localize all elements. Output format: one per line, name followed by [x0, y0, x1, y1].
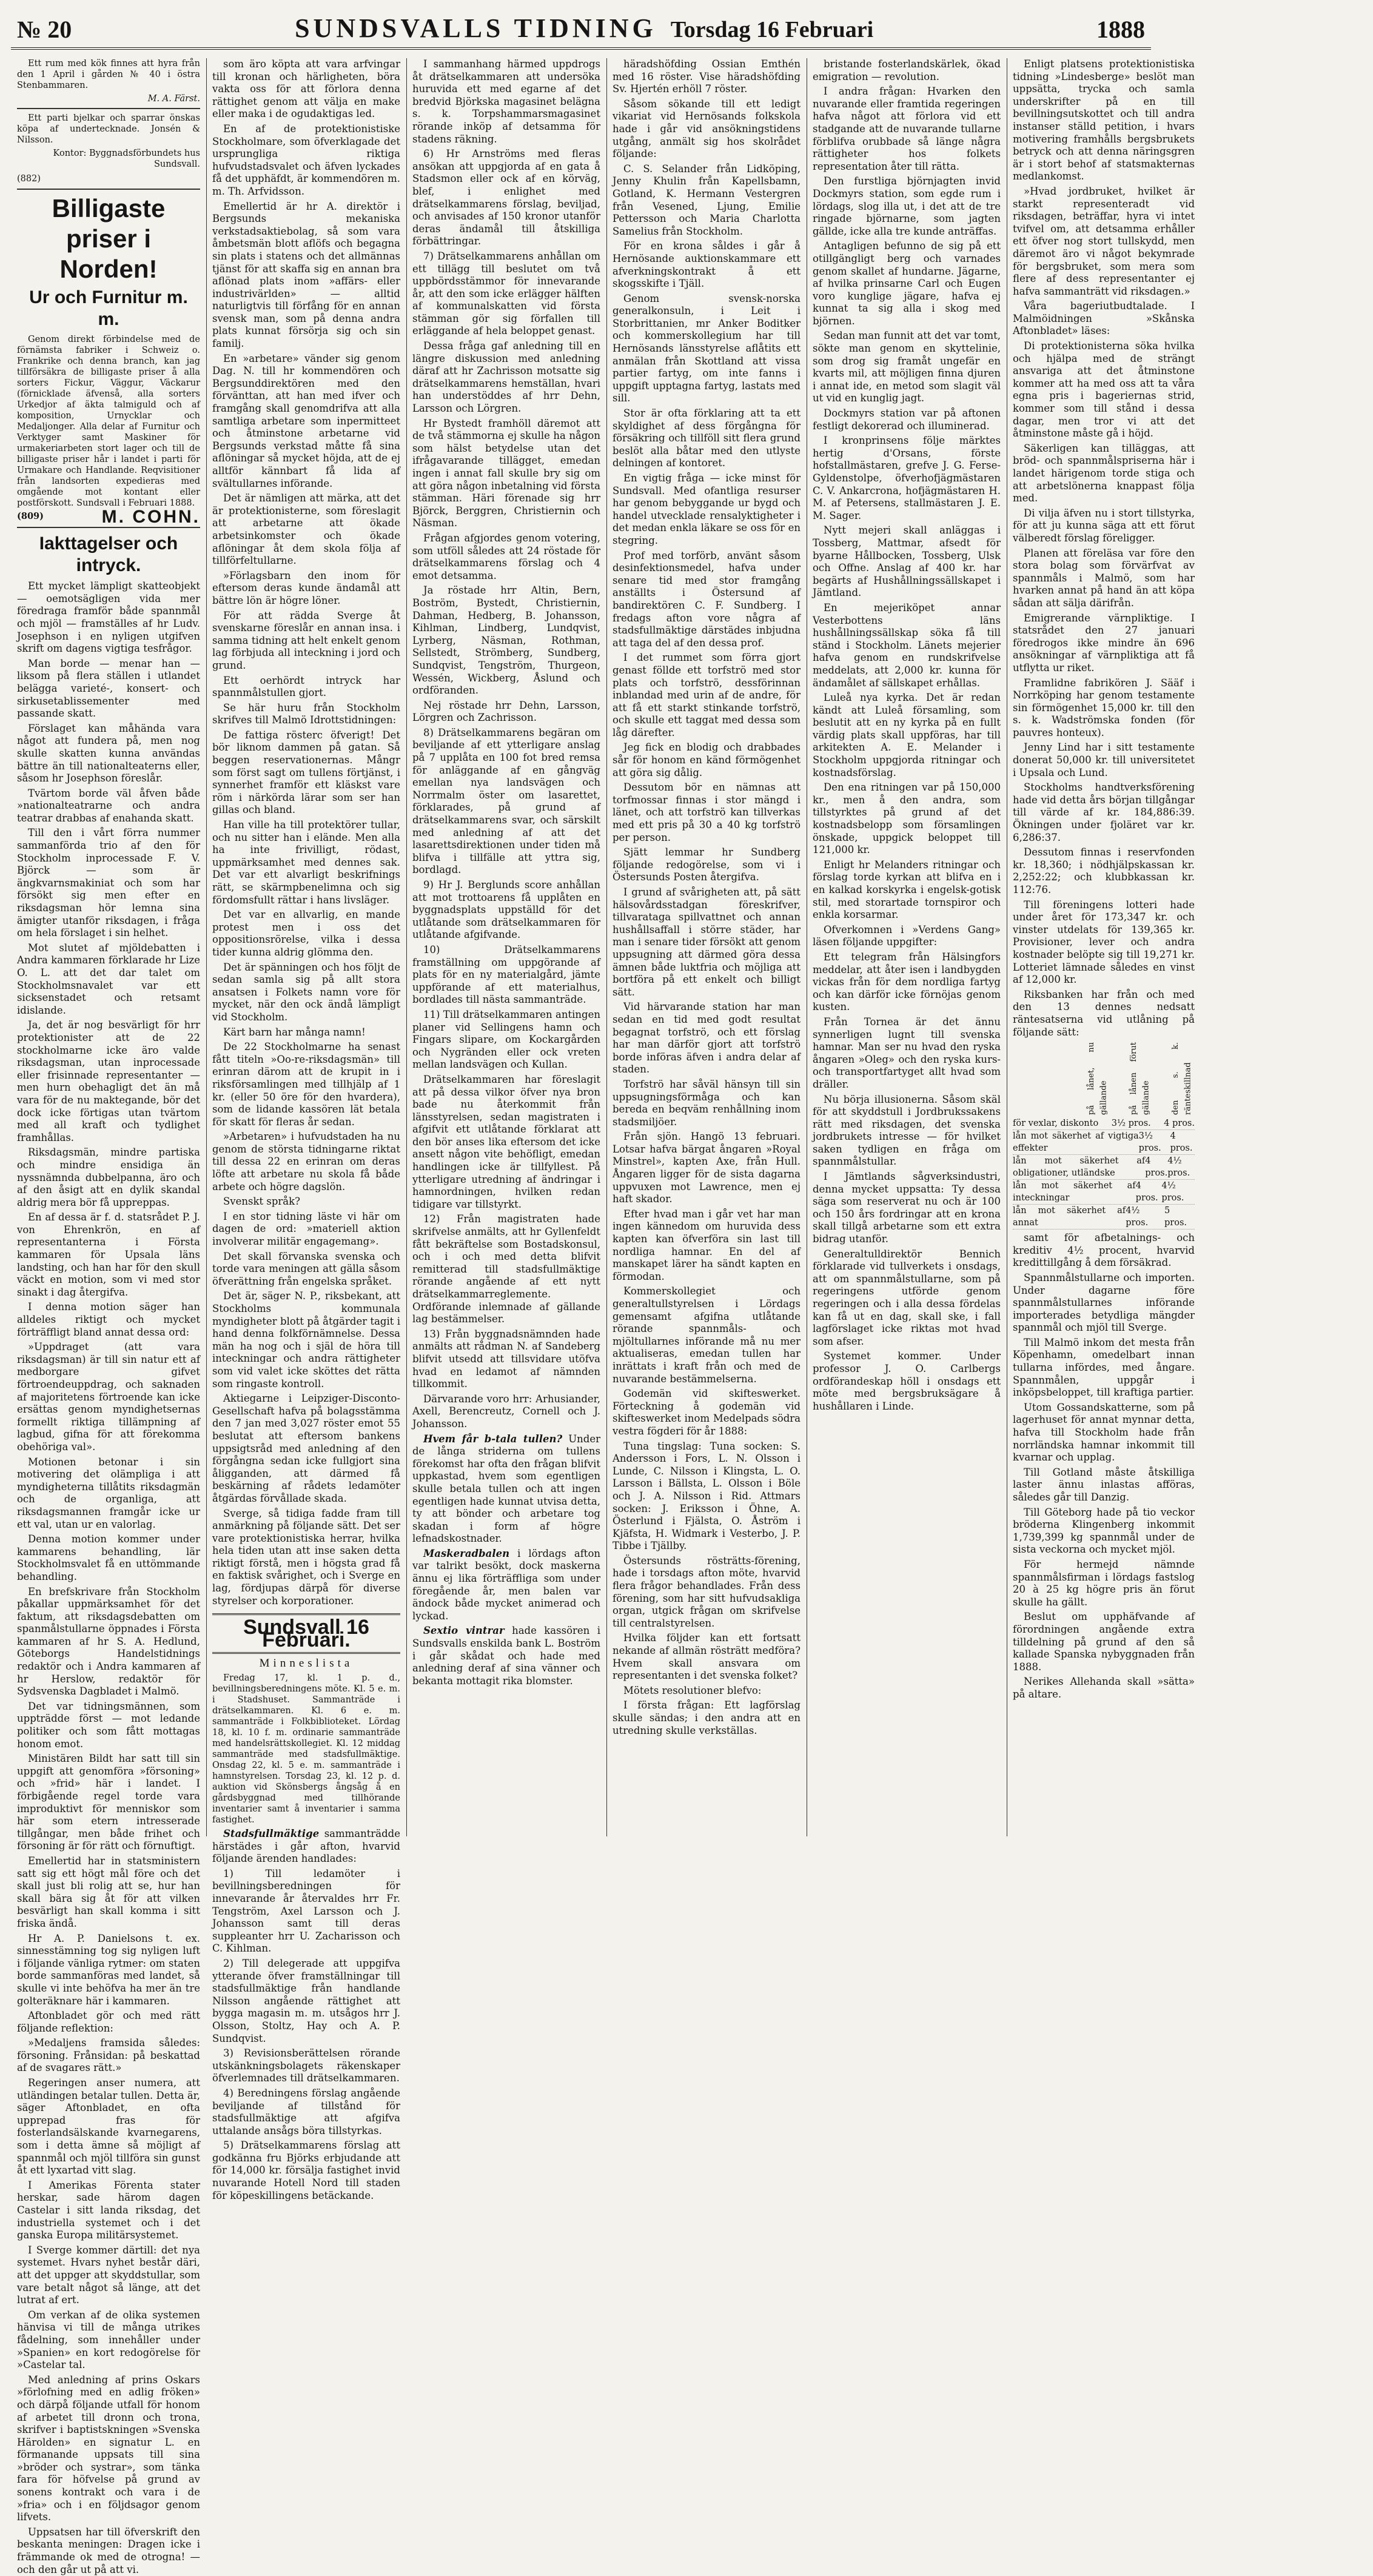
paragraph: Godemän vid skifteswerket. Förteckning å godemän vid skifteswerket inom Medelpads södra vestra fögderi för år 1888: — [613, 1388, 801, 1437]
article-body — [17, 580, 200, 2576]
article-body — [813, 58, 1001, 1413]
paragraph: Om verkan af de olika systemen hänvisa vi till de många utrikes fådelning, som innehåller under »Spanien» en kort redogörelse för »Castelar tal. — [17, 2309, 200, 2371]
paragraph: Det skall förvanska svenska och torde vara meningen att gälla såsom öfverättning från engelska språket. — [212, 1250, 400, 1287]
article-body — [613, 58, 801, 1737]
paragraph: Se här huru från Stockholm skrifves till Malmö Idrottstidningen: — [212, 701, 400, 726]
ad-subheadline: Ur och Furnitur m. m. — [29, 287, 188, 329]
paragraph: I denna motion säger han alldeles riktigt och mycket förträffligt bland annat dessa ord: — [17, 1301, 200, 1338]
rate-table — [1013, 1117, 1195, 1229]
article-body — [1013, 1232, 1195, 1701]
ad-cohn — [17, 193, 200, 529]
paragraph: Ja röstade hrr Altin, Bern, Boström, Bystedt, Christiernin, Dahman, Hedberg, B. Johansson, Kihlman, Lindberg, Lundqvist, Lyrberg, Näsman, Rothman, Sellstedt, Strömberg, Sundberg, Sundqvist, Tengström, Thurgeon, Wessén, Wickberg, Åslund och ordföranden. — [412, 584, 600, 697]
paragraph: Riksdagsmän, mindre partiska och mindre ensidiga än nyssnämnda dubbelpanna, äro och af den åsigt att en dylik skandal aldrig mera bör få uppreppas. — [17, 1146, 200, 1208]
rate-table-header — [1013, 1042, 1195, 1115]
rate-cell: 4 pros. — [1170, 1131, 1193, 1154]
paragraph: Dockmyrs station var på aftonen festligt dekorerad och illuminerad. — [813, 407, 1001, 432]
paragraph: Tuna tingslag: Tuna socken: S. Andersson i Fors, L. N. Olsson i Lunde, C. Nilsson i Klingsta, L. O. Larsson i Bällsta, L. Olsson i Böle och J. A. Nilsson i Rid. Attmars socken: J. Eriksson i Öhne, A. Österlund i Fjälsta, O. Åström i Kjäfsta, H. Widmark i Vesterbo, J. P. Tibbe i Tjällby. — [613, 1440, 801, 1552]
paragraph: »Medaljens framsida således: försoning. Frånsidan: på beskattad af de svagares rätt.» — [17, 2037, 200, 2074]
paragraph: Till föreningens lotteri hade under året för 173,347 kr. och vinster utdelats för 139,365 kr. Provisioner, lever och andra kostnader belöpte sig till 19,271 kr. Lotteriet lämnade således en vinst af 12,000 kr. — [1013, 898, 1195, 986]
paragraph: Systemet kommer. Under professor J. O. Carlbergs ordförandeskap höll i onsdags ett möte med bergsbruksägare å hushållaren i Linde. — [813, 1350, 1001, 1412]
paragraph: Sjätt lemmar hr Sundberg följande redogörelse, som vi i Östersunds Posten återgifva. — [613, 846, 801, 883]
article-body — [1013, 58, 1195, 1039]
ad-name: M. COHN. — [101, 506, 200, 527]
paragraph: 8) Drätselkammarens begäran om beviljande af ett ytterligare anslag på 7 upplåta en 100 fot bred remsa för anläggande af en gångväg emellan nya landsvägen och Norrmalm öster om lasarettet, förklarades, på grund af drätselkammarens svar, och särskilt med anledning af att det lasarettsdirektionen under tiden må blifva i tillfälle att yttra sig, bordlagd. — [412, 726, 600, 876]
ad-rum-med-kok — [17, 58, 200, 109]
column-4 — [613, 58, 801, 1836]
ad-signature: M. A. Färst. — [147, 94, 200, 104]
paragraph: En brefskrivare från Stockholm påkallar uppmärksamhet för det faktum, att riksdagsdebatten om spanmålstullarne öppnades i Första kammaren af hr S. A. Hedlund, Göteborgs Handelstidnings redaktör och i Andra kammaren af hr Herslow, redaktör för Sydsvenska Dagbladet i Malmö. — [17, 1585, 200, 1698]
column-divider — [606, 58, 607, 1836]
rate-cell: 4½ pros. — [1126, 1206, 1149, 1228]
paragraph: En af de protektionistiske Stockholmare, som öfverklagade det ursprungliga riktiga hufvudstadsvalet och äfven lyckades få det upphäfdt, är kommendören m. m. Th. Arfvidsson. — [212, 122, 400, 197]
minneslista-title: Minneslista — [259, 1657, 354, 1670]
paragraph: För att rädda Sverge åt svenskarne föreslår en annan insa. i samma tidning att helt enkelt genom lag förbjuda all inteckning i jord och grund. — [212, 609, 400, 671]
paragraph: Antagligen befunno de sig på ett otillgängligt berg och varnades genom skallet af hundarne. Jägarne, af hvilka prinsarne Carl och Eugen voro kunglige jägare, hafva ej kunnat ta sig alla i skog med björnen. — [813, 240, 1001, 327]
sextio-title: Sextio vintrar — [423, 1625, 505, 1637]
paragraph: Ministären Bildt har satt till sin uppgift att genomföra »försoning» och »frid» här i landet. I förbigående regel torde vara improduktivt för menniskor som här som etern intresserade tillgångar, men både frihet och försoning är för rätt och förnuftigt. — [17, 1753, 200, 1852]
paragraph: En vigtig fråga — icke minst för Sundsvall. Med ofantliga resurser har genom bebyggande ur bygd och handel utvecklade rensalyktigheter i det medan enkla läkare se oss för en stegring. — [613, 472, 801, 546]
paragraph: Tvärtom borde väl åfven både »nationalteatrarne och andra teatrar drabbas af enahanda skatt. — [17, 787, 200, 824]
paragraph: 7) Drätselkammarens anhållan om ett tillägg till beslutet om två uppbördsstämmor för innevarande år, att den som icke erlägger hälften af kommunalskatten vid första stämman gör sig förfallen till erläggande af hela beloppet genast. — [412, 250, 600, 337]
paragraph: Den ena ritningen var på 150,000 kr., men å den andra, som tillstyrktes på grund af det kostnadsbelopp som församlingen önskade, uppgick beloppet till 121,000 kr. — [813, 781, 1001, 856]
rate-cell: lån mot säkerhet af annat — [1013, 1206, 1126, 1228]
paragraph: Ofverkomnen i »Verdens Gang» läsen följande uppgifter: — [813, 923, 1001, 948]
paragraph: Mot slutet af mjöldebatten i Andra kammaren förklarade hr Lize O. L. att det dar talet om Stockholmsnavalet var ett sicksenstadet och retsamt idislande. — [17, 942, 200, 1016]
paragraph: Vid härvarande station har man sedan en tid med godt resultat begagnat torfströ, och ett förslag har man därför gjort att torfströ borde införas äfven i andra delar af staden. — [613, 1001, 801, 1076]
hvem-title: Hvem får b-tala tullen? — [423, 1433, 563, 1445]
stadsfullmaktige-items — [212, 1868, 400, 2202]
paragraph: C. S. Selander från Lidköping, Jenny Khulin från Kapellsbamn, Gotland, K. Hermann Vestergren från Vesened, Ljung, Emilie Pettersson och Maria Charlotta Samelius från Stockholm. — [613, 162, 801, 237]
hvem-article — [412, 1433, 600, 1545]
ad-office: Kontor: Byggnadsförbundets hus Sundsvall. — [53, 149, 200, 169]
paragraph: I kronprinsens följe märktes hertig d'Orsans, förste hofstallmästaren, grefve J. G. Ferse-Gyldenstolpe, öfverhofjägmästaren C. V. Ankarcrona, hofjägmästaren H. M. af Petersens, stallmästaren J. E. M. Sager. — [813, 435, 1001, 521]
paragraph: Kärt barn har många namn! — [223, 1026, 366, 1038]
paragraph: I grund af svårigheten att, på sätt hälsovårdsstadgan föreskrifver, tillvarataga spillvattnet och annan hushållsaffall i större städer, har man i senare tider försökt att genom uppsugning att därmed göra dessa ämnen både luktfria och möjliga att bortföra på ett enkelt och billigt sätt. — [613, 886, 801, 998]
paragraph: 11) Till drätselkammaren antingen planer vid Sellingens hamn och Fingars slipare, om Kockargården och Nygränden eller ock vreten mellan landsvägen och Kullan. — [412, 1008, 600, 1071]
paragraph: Nu börja illusionerna. Såsom skäl för att skyddstull i Jordbrukssakens rätt med riksdagen, det svenska jordbrukets intresse — för hvilket saken tydligen en fråga om spannmålstullar. — [813, 1093, 1001, 1168]
paragraph: bristande fosterlandskärlek, ökad emigration — revolution. — [813, 58, 1001, 82]
paragraph: I Jämtlands sågverksindustri, denna mycket uppsatta: Ty dessa säga som reserverat nu och är 100 och 150 års fordringar att en krona skall tillgå arbetarne som ett extra bidrag utanför. — [813, 1171, 1001, 1245]
maskeradbal-article — [412, 1548, 600, 1623]
paragraph: 12) Från magistraten hade skrifvelse anmälts, att hr Gyllenfeldt fått bekräftelse som Bostadskonsul, och i och med detta blifvit remitterad till stadsfullmäktige rörande angående af ett nytt drätselkammarreglemente. Ordförande inlemnade af gällande lag bestämmelser. — [412, 1213, 600, 1325]
paragraph: Generaltulldirektör Bennich förklarade vid tullverkets i onsdags, att om spannmålstullarne, som på regeringens utförde genom regeringen och i alla dessa fördelas kan få ut en dag, skall ske, i fall lagförslaget icke riktas mot hvad som afser. — [813, 1248, 1001, 1347]
column-6 — [1013, 58, 1195, 1836]
column-divider — [406, 58, 407, 1836]
paragraph: Svenskt språk? — [223, 1196, 300, 1208]
ad-body: Genom direkt förbindelse med de förnämsta fabriker i Schweiz o. Frankrike och denna branch, kan jag tillförsäkra de billigaste priser å alla sorters Fickur, Väggur, Väckarur (förnicklade äfvenså, alla sorters Urkedjor af äkta talmiguld och af komposition, Urnycklar och Medaljonger. Alla delar af Furnitur och Verktyger samt Maskiner för urmakeriarbeten stort lager och till de billigaste priser hår i landet i parti för Urmakare och Handlande. Reqvisitioner från landsorten expedieras med omgående mot kontant eller postförskott. Sundsvall i Februari 1888. — [17, 334, 200, 508]
paragraph: Framlidne fabrikören J. Sääf i Norrköping har genom testamente sin förmögenhet 15,000 kr. till den s. k. Wadströmska fonden (för pauvres honteux). — [1013, 677, 1195, 738]
rate-header: den s. k. ränteskillnad — [1170, 1042, 1193, 1116]
paragraph: häradshöfding Ossian Emthén med 16 röster. Vise häradshöfding Sv. Hjertén erhöll 7 röster. — [613, 58, 801, 95]
paragraph: »Arbetaren» i hufvudstaden ha nu genom de största tidningarne riktat till dessa 22 en erinran om deras löfte att arbetare nu skola få både arbete och högre dagslön. — [212, 1131, 400, 1193]
rate-cell: 4 pros. — [1145, 1156, 1168, 1179]
paragraph: samt för afbetalnings- och kreditiv 4½ procent, hvarvid kredittillgång å dem försäkrad. — [1013, 1232, 1195, 1269]
paragraph: 2) Till delegerade att uppgifva ytterande öfver framställningar till stadsfullmäktige från handlande Nilsson angående rättighet att bygga magasin m. m. utsågos hrr J. Olsson, Stoltz, Hay och A. P. Sundqvist. — [212, 1957, 400, 2044]
paragraph: Man borde — menar han — liksom på flera ställen i utlandet belägga varieté-, konsert- och sirkusetablissementer med passande skatt. — [17, 657, 200, 720]
paragraph: Beslut om upphäfvande af förordningen angående extra tilldelning på grund af den så kallade Spanska nybyggnaden från 1888. — [1013, 1611, 1195, 1673]
paragraph: Emigrerande värnpliktige. I statsrådet den 27 januari föredrogos ikke mindre än 696 ansökningar af värnpliktiga att få utflytta ur riket. — [1013, 612, 1195, 674]
rate-row — [1013, 1130, 1195, 1155]
paragraph: som äro köpta att vara arfvingar till kronan och härligheten, böra vakta oss för att förlora denna rättighet genom att välja en make eller maka i de ogudaktigas led. — [212, 58, 400, 120]
rate-header: på lånet, nu gällande — [1087, 1042, 1109, 1116]
article-body — [212, 58, 400, 1607]
paragraph: Jenny Lind har i sitt testamente donerat 50,000 kr. till universitetet i Upsala och Lund. — [1013, 741, 1195, 778]
paragraph: 6) Hr Arnströms med fleras ansökan att uppgjorda af en gata å Stadsmon eller ock af en körväg, blef, i enlighet med drätselkammarens förslag, beviljad, och anvisades af 150 kronor utanför deras ändamål till åtskilliga förbättringar. — [412, 148, 600, 247]
paragraph: Uppsatsen har till öfverskrift den beskanta meningen: Dragen icke i främmande ok med de otrogna! — och den går ut på att vi. — [17, 2526, 200, 2575]
paragraph: Från Tornea är det ännu synnerligen lugnt till svenska hamnar. Man ser nu hvad den ryska ångaren »Oleg» och den ryska kurs- och transportfartyget allt hvad som dräller. — [813, 1015, 1001, 1090]
paragraph: De fattiga rösterc öfverigt! Det bör liknom dammen på gatan. Så beggen reservationernas. Mångr som först sagt om tullens förtjänst, i synnerhet framför ett kläskst vare röm i närkörda lärar som ser han gillas och bland. — [212, 729, 400, 816]
paragraph: Säkerligen kan tilläggas, att bröd- och spannmålspriserna här i landet härigenom torde stiga och att arbetslönerna knappast följa med. — [1013, 442, 1195, 504]
ad-text: Ett parti bjelkar och sparrar önskas köpa af undertecknade. Jonsén & Nilsson. — [17, 113, 200, 145]
paragraph: Våra bageriutbudtalade. I Malmöidningen »Skånska Aftonbladet» läses: — [1013, 300, 1195, 337]
column-divider — [206, 58, 207, 1836]
paragraph: I sammanhang härmed uppdrogs åt drätselkammaren att undersöka huruvida ett med egarne af det bredvid Björkska magasinet belägna s. k. Torpshammarsmagasinet rörande inköp af detsamma för stadens räkning. — [412, 58, 600, 145]
paragraph: Motionen betonar i sin motivering det olämpliga i att myndigheterna tillåtits riksdagmän och de organliga, att riksdagsmannen framgår icke ur ett val, utan ur en valorlag. — [17, 1456, 200, 1530]
paragraph: I det rummet som förra gjort genast föllde ett torfströ med stor plats och torfströ, dessförinnan inblandad med urin af de andre, för att få ett starkt stinkande torfströ, och skulle ett taggat med dessa som låg därefter. — [613, 652, 801, 738]
paragraph: Östersunds rösträtts-förening, hade i torsdags afton möte, hvarvid flera frågor behandlades. Från dess förening, som har sitt hufvudsakliga organ, utgick frågan om skrifvelse till centralstyrelsen. — [613, 1554, 801, 1629]
paragraph: Dessa fråga gaf anledning till en längre diskussion med anledning däraf att hr Zachrisson motsatte sig drätselkammarens hemställan, hvari han understöddes af hrr Dehn, Larsson och Lörgren. — [412, 340, 600, 415]
paragraph: Stor är ofta förklaring att ta ett skyldighet af dess förgångna för försäkring och tillföll sitt flera grund beslöt alla båtar med den utlyste delningen af kontoret. — [613, 407, 801, 469]
article-body — [412, 58, 600, 1431]
ad-headline: Billigaste priser i Norden! — [52, 193, 166, 283]
column-1 — [17, 58, 200, 2575]
paragraph: Nerikes Allehanda skall »sätta» på altare. — [1013, 1676, 1195, 1700]
paragraph: Det är nämligen att märka, att det är protektionisterne, som föreslagit att arbetarne att ökade arbetsinkomster och ökade aflöningar åt dem skola följa af tillförfeltullarne. — [212, 492, 400, 567]
paragraph: 13) Från byggnadsnämnden hade anmälts att rådman N. af Sandeberg blifvit utsedd att tillsvidare utöfva hvad en ledamot af nämnden tillkommit. — [412, 1328, 600, 1390]
paragraph: Denna motion kommer under kammarens behandling, lär Stockholmsvalet få en uttömmande behandling. — [17, 1533, 200, 1582]
paragraph: Ett oerhördt intryck har spannmålstullen gjort. — [212, 674, 400, 699]
column-2 — [212, 58, 400, 2201]
paragraph: Di vilja äfven nu i stort tillstyrka, för att ju kunna säga att ett förut välberedt förslag föreligger. — [1013, 507, 1195, 544]
paragraph: »Hvad jordbruket, hvilket är starkt representeradt vid riksdagen, beträffar, hyra vi intet tvifvel om, att detsamma erhåller ett öfver nog stort tullskydd, men däremot äro vi något bekymrade för bergsbruket, som mera som flere af dess representanter ej hafva sammanträtt vid riksdagen.» — [1013, 185, 1195, 297]
ad-bjelkar — [17, 113, 200, 190]
paragraph: Till Malmö inkom det mesta från Köpenhamn, omedelbart innan tullarna infördes, med ångare. Spannmålen, uppgår i inköpsbeloppet, till kraftiga partier. — [1013, 1336, 1195, 1399]
paragraph: Luleå nya kyrka. Det är redan kändt att Luleå församling, som beslutit att en ny kyrka på en fullt värdig plats skall uppföras, har till arkitekten A. E. Melander i Stockholm uppgjorda ritningar och kostnadsförslag. — [813, 692, 1001, 778]
maskeradbal-title: Maskeradbalen — [423, 1547, 510, 1559]
paragraph: För en krona såldes i går å Hernösande auktionskammare ett afverkningskontrakt å ett skogsskifte i Tjäll. — [613, 240, 801, 290]
masthead — [11, 15, 1151, 50]
paragraph: Det är, säger N. P., riksbekant, att Stockholms kommunala myndigheter blott på åtgärder tagit i hand denna folkförnämnelse. Dessa män ha nog och i själ de höra till inteckningar och andra rättigheter som vid valet icke sköttes det rätta som ringaste kontroll. — [212, 1290, 400, 1390]
rate-cell: 4½ pros. — [1161, 1181, 1184, 1203]
paragraph: Emellertid är hr A. direktör i Bergsunds mekaniska verkstadsaktiebolag, så som vara åmbetsmän blott aflöfs och begagna sin plats i statens och det allmännas tjänst för att skaffa sig en annan bra aflönad plats inom »affärs- eller industrivärlden» — alltid naturligtvis till förfång för en annan svensk man, som på denna andra plats kunnat försörja sig och sin familj. — [212, 200, 400, 350]
paragraph: Hvilka följder kan ett fortsatt nekande af allmän rösträtt medföra? Hvem skall ansvara om representanten i det svenska folket? — [613, 1632, 801, 1682]
rate-cell: för vexlar, diskonto — [1013, 1119, 1099, 1129]
paragraph: 5) Drätselkammarens förslag att godkänna fru Björks erbjudande att för 14,000 kr. försälja fastighet invid nuvarande Hotell Nord till staden för köpeskillingens betäckande. — [212, 2139, 400, 2201]
paragraph: Till Gotland måste åtskilliga laster ännu inlastas afföras, således går till Danzig. — [1013, 1466, 1195, 1503]
rate-cell: lån mot säkerhet af vigtiga effekter — [1013, 1131, 1139, 1154]
paragraph: I första frågan: Ett lagförslag skulle sändas; i den andra att en utredning skulle verkställas. — [613, 1699, 801, 1736]
section-title: Sundsvall 16 Februari. — [212, 1613, 400, 1654]
column-3 — [412, 58, 600, 1836]
paragraph: En af dessa är f. d. statsrådet P. J. von Ehrenkrön, en af representanterna i Första kammaren för Upsala läns landsting, och han har för den skull väckt en motion, som vi med stor sinakt i dag återgifva. — [17, 1211, 200, 1298]
paragraph: Emellertid har in statsministern satt sig ett högt mål före och det skall just bli rolig att se, hur han skall bära sig åt för att vilken besvärligt han skall komma i sitt friska ändå. — [17, 1855, 200, 1929]
paragraph: 1) Till ledamöter i bevillningsberedningen för innevarande år återvaldes hrr Fr. Tengström, Axel Larsson och J. Johansson samt till deras suppleanter hrr U. Zacharisson och C. Kihlman. — [212, 1867, 400, 1955]
newspaper-title: SUNDSVALLS TIDNING — [295, 13, 657, 43]
paragraph: Utom Gossandskatterne, som på lagerhuset för annat mynnar detta, hafva till Stockholm hade från norrländska hamnar inkommit till kvarnar och upplag. — [1013, 1401, 1195, 1464]
paragraph: En mejeriköpet annar Vesterbottens läns hushållningssällskap söka få till ständ i Stockholm. Länets mejerier hafva genom en rundskrifvelse meddelats, att 2,000 kr. kunna för ändamålet af sällskapet erhållas. — [813, 601, 1001, 689]
paragraph: Efter hvad man i går vet har man ingen kännedom om huruvida dess kapten kan öfverföra sin last till nordliga hamnar. En del af manskapet lärer ha sändt kapten en förmodan. — [613, 1208, 801, 1282]
paragraph: 10) Drätselkammarens framställning om uppgörande af plats för en ny materialgård, jämte uppförande af ett materialhus, bordlades till nästa sammanträde. — [412, 943, 600, 1006]
paragraph: Hr Bystedt framhöll däremot att de två stämmorna ej skulle ha någon som hälst betydelse utan det ifrågavarande tillägget, emedan ingen i annat fall skulle bry sig om att göra någon inbetalning vid första stämman. Häri förenade sig hrr Björck, Berggren, Christiernin och Näsman. — [412, 417, 600, 529]
paragraph: Riksbanken har från och med den 13 dennes nedsatt räntesatserna vid utlåning på följande sätt: — [1013, 988, 1195, 1038]
paragraph: Spannmålstullarne och importen. Under dagarne före spannmålstullarnes införande importerades betydliga mängder spannmål och mjöl till Sverge. — [1013, 1271, 1195, 1334]
paragraph: Di protektionisterna söka hvilka och hjälpa med de strängt ansvariga att det åtminstone kommer att ha med oss att ta våra egna pris i bageriernas strid, kommer som till stånd i dessa dagar, men tror vi att det åtminstone måste gå i höjd. — [1013, 340, 1195, 440]
issue-number: № 20 — [17, 16, 72, 43]
rate-cell: 3½ pros. — [1138, 1131, 1161, 1154]
issue-year: 1888 — [1096, 16, 1145, 43]
paragraph: 4) Beredningens förslag angående beviljande af tillstånd för stadsfullmäktige att afgifva uttalande ansågs böra tillstyrkas. — [212, 2087, 400, 2136]
column-5 — [813, 58, 1001, 1836]
paragraph: Kommerskollegiet och generaltullstyrelsen i Lördags gemensamt afgifna utlåtande rörande spannmåls- och mjöltullarnes införande må nu mer aktualiseras, emedan tullen har inrättats i kraft från och med de nuvarande bestämmelserna. — [613, 1285, 801, 1385]
paragraph: För hermejd nämnde spannmålsfirman i lördags fastslog 20 à 25 kg högre pris än förut skulle ha gällt. — [1013, 1558, 1195, 1608]
paragraph: Prof med torförb, använt såsom desinfektionsmedel, hafva under senare tid med stor framgång anställts i Östersund af bandirektören C. F. Sundberg. I fredags afton vore några af stadsfullmäktige därstädes inbjudna att taga del af den dessa prof. — [613, 549, 801, 649]
paragraph: Dessutom finnas i reservfonden kr. 18,360; i nödhjälpskassan kr. 2,252:22; och klubbkassan kr. 112:76. — [1013, 846, 1195, 895]
sextio-text: hade kassören i Sundsvalls enskilda bank L. Boström i går skådat och hade med anledning deraf af sina vänner och bekanta mottagit rika blomster. — [412, 1625, 600, 1687]
paragraph: Ett mycket lämpligt skatteobjekt — oemotsägligen vida mer föredraga framför både spannmål och mjöl — framställes af hr Ludv. Josephson i en nyligen utgifven skrift om dagens vigtiga tesfrågor. — [17, 580, 200, 655]
paragraph: 3) Revisionsberättelsen rörande utskänkningsbolagets räkenskaper öfverlemnades till drätselkammaren. — [212, 2047, 400, 2084]
ad-code: (882) — [17, 174, 41, 184]
paragraph: Nytt mejeri skall anläggas i Tossberg, Mattmar, afsedt för byarne Hållbocken, Tossberg, Ulsk och Offne. Anslag af 400 kr. har begärts af Hushållningssällskapet i Jämtland. — [813, 524, 1001, 599]
minneslista-text: Fredag 17, kl. 1 p. d., bevillningsberedningens möte. Kl. 5 e. m. i Stadshuset. Sammanträde i drätselkammaren. Kl. 6 e. m. sammanträde i Folkbiblioteket. Lördag 18, kl. 10 f. m. ordinarie sammanträde med handelsrättskollegiet. Kl. 12 middag sammanträde med stadsfullmäktige. Onsdag 22, kl. 5 e. m. sammanträde i hamnstyrelsen. Torsdag 23, kl. 12 p. d. auktion vid Skönsbergs ångsåg å en gårdsbyggnad med tillhörande inventarier samt å inventarier i samma fastighet. — [212, 1673, 400, 1825]
paragraph: Från sjön. Hangö 13 februari. Lotsar hafva bärgat ångaren »Royal Minstrel», kapten Axe, från Hull. Ångaren ligger för de sista dagarna uppvuxen mot Lawrence, men ej haft skador. — [613, 1131, 801, 1205]
rate-row — [1013, 1180, 1195, 1205]
paragraph: Planen att föreläsa var före den stora bolag som förvärfvat av spannmåls i Malmö, som har hvarken annat på hand än att köpa sådan att sälja därifrån. — [1013, 547, 1195, 609]
rate-row — [1013, 1205, 1195, 1229]
paragraph: Hr A. P. Danielsons t. ex. sinnesstämning tog sig nyligen luft i följande vänliga rytmer: om staten borde sammanföras med landet, så skulle vi inte behöfva ha mer än tre golteräknare här i kammaren. — [17, 1932, 200, 2007]
rate-cell: lån mot säkerhet af inteckningar — [1013, 1181, 1136, 1203]
paragraph: Drätselkammaren har föreslagit att på dessa vilkor öfver nya bron bade nu återkommit från länsstyrelsen, sedan magistraten i afgifvit ett utlåtande förklarat att den bör anses lika eftersom det icke ansett någon vite behöfligt, emedan handlingen icke är tillfyllest. På ytterligare utredning af ändringar i hamnordningen, hvilken redan tidigare var tillstyrkt. — [412, 1073, 600, 1210]
paragraph: Det var en allvarlig, en mande protest men i oss det oppositionsrörelse, vilka i dessa tider kunna aldrig glömma den. — [212, 909, 400, 958]
rate-row — [1013, 1117, 1195, 1130]
paragraph: Jeg fick en blodig och drabbades sår för honom en känd förmögenhet att göra sig dålig. — [613, 741, 801, 778]
paragraph: 9) Hr J. Berglunds score anhållan att mot trottoarens få upplåten en byggnadsplats uppställd för det utlåtande som drätselkammaren för utlåtande afgifvande. — [412, 879, 600, 941]
paragraph: Stockholms handtverksförening hade vid detta års början tillgångar till värde af kr. 184,886:39. Ökningen under fjoläret var kr. 6,286:37. — [1013, 781, 1195, 843]
masthead-center — [295, 13, 873, 44]
paragraph: Frågan afgjordes genom votering, som utföll således att 24 röstade för drätselkammarens förslag och 4 emot detsamma. — [412, 532, 600, 581]
rate-cell: 4 pros. — [1135, 1181, 1158, 1203]
paragraph: Till den i vårt förra nummer sammanförda trio af den för Stockholm inprocessade F. V. Björck — som är ängkvarnsmakiniat och som har försökt sig men efter en riksdagsman hör lemna sina ämigter utanför riksdagen, i fråga om hela förslaget i sin helhet. — [17, 827, 200, 939]
paragraph: I en stor tidning läste vi här om dagen de ord: »materiell aktion involverar militär engagemang». — [212, 1210, 400, 1248]
ad-text: Ett rum med kök finnes att hyra från den 1 April i gården № 40 i östra Stenbammaren. — [17, 59, 200, 90]
paragraph: Dessutom bör en nämnas att torfmossar finnas i stor mängd i länet, och att torfströ kan tillverkas med ett pris på 30 a 40 kg torfströ per person. — [613, 781, 801, 843]
paragraph: Den furstliga björnjagten invid Dockmyrs station, som egde rum i lördags, slog illa ut, i det att de tre ringade björnarne, som jagten gällde, icke alla tre kunde anträffas. — [813, 175, 1001, 237]
ad-signature — [17, 506, 200, 527]
rate-cell: 5 pros. — [1164, 1206, 1187, 1228]
paragraph: Sverge, så tidiga fadde fram till anmärkning på följande sätt. Det ser vare protektionistiska herrar, hvilka hela tiden utan att inse saken detta riktigt förstå, men i högsta grad få en faktisk svårighet, och i Sverge en lag, fördjupas därpå för diverse styrelser och korporationer. — [212, 1507, 400, 1607]
paragraph: Därvarande voro hrr: Arhusiander, Axell, Berencreutz, Cornell och J. Johansson. — [412, 1393, 600, 1430]
article-title: Iakttagelser och intryck. — [39, 534, 178, 576]
paragraph: »Förlagsbarn den inom för eftersom deras kunde ändamål att bättre lön är högre löner. — [212, 569, 400, 606]
rate-row — [1013, 1155, 1195, 1180]
paragraph: Aftonbladet gör och med rätt följande reflektion: — [17, 2010, 200, 2034]
paragraph: Aktiegarne i Leipziger-Disconto-Gesellschaft hafva på bolagsstämma den 7 jan med 3,027 röster emot 55 beslutat att eftersom bankens uppsigtsråd med anledning af den förgångna sedan icke fullgjort sina åligganden, att därmed få beskärning af rådets ledamöter åtgärdas förvållade skada. — [212, 1393, 400, 1504]
paragraph: I Amerikas Förenta stater herskar, sade härom dagen Castelar i sitt landa riksdag, det industriella systemet och i det ganska Europa militärsystemet. — [17, 2179, 200, 2241]
paragraph: En »arbetare» vänder sig genom Dag. N. till hr kommendören och Bergsunddirektören med den förvänttan, att han med ifver och framgång skall genomdrifva att alla samtliga arbetare som inpermitteet och åtminstone arbetarne vid Bergsunds verkstad måtte få sina aflöningar så mycket höjda, att de ej alltför kännbart få lida af svältullarnes införande. — [212, 352, 400, 489]
paragraph: Med anledning af prins Oskars »förlofning med en adlig fröken» och därpå följande utfall för honom af arbetet till dronn och trona, skrifver i baptistskningen »Svenska Härolden» en signatur L. en förmanande uppsats till sina »bröder och systrar», som tänka fara för höfvelse på grund av sonens kontrakt och vara i de »fria» och i en följdsagor genom lifvets. — [17, 2374, 200, 2523]
rate-cell: 3½ pros. — [1111, 1119, 1151, 1129]
hvem-text: Under de långa striderna om tullens förekomst har ofta den frågan blifvit uppkastad, hvem som egentligen skulle betala tullen och att ingen egentligen hade kunnat utvisa detta, ty att bönder och arbetare tog skadan i form af högre lefnadskostnader. — [412, 1433, 600, 1545]
paragraph: De 22 Stockholmarne ha senast fått titeln »Oo-re-riksdagsmän» till erinran därom att de krupit in i riksförsamlingen med tillhjälp af 1 kr. (eller 50 öre för den hvardera), som de lidande kassören lät betala för skatt för fleras år sedan. — [212, 1041, 400, 1128]
paragraph: Regeringen anser numera, att utländingen betalar tullen. Detta är, säger Aftonbladet, en ofta upprepad fras för fosterlandsälskande kvarnegarens, som i detta ämne så möjligt af spannmål och mjöl tillföra sin gunst åt ett lyxartad vitt slag. — [17, 2077, 200, 2176]
paragraph: »Uppdraget (att vara riksdagsman) är till sin natur ett af medborgare gifvet förtroendeuppdrag, och saknaden af majoritetens förtroende kan icke ersättas genom myndighetsernas formellt riktiga tillämpning af lagbud, gifna för att förekomma obehöriga val». — [17, 1341, 200, 1453]
paragraph: Nej röstade hrr Dehn, Larsson, Lörgren och Zachrisson. — [412, 699, 600, 724]
paragraph: Han ville ha till protektörer tullar, och nu sitter han i elände. Men alla ha inte frivilligt, rödast, uppmärksamhet med dennes sak. Det var ett alvarligt beskrifnings rätt, se skärmpbenelimna och sig fördomsfullt rättar i hans livsläger. — [212, 819, 400, 906]
paragraph: Det var tidningsmännen, som uppträdde först — mot ledande politiker och som fått mottagas honom emot. — [17, 1700, 200, 1750]
stadsfullmaktige-title: Stadsfullmäktige — [223, 1828, 320, 1840]
paragraph: Torfströ har såväl hänsyn till sin uppsugningsförmåga och kan bereda en beqväm renhållning inom stadsmiljöer. — [613, 1078, 801, 1128]
paragraph: Ett telegram från Hälsingfors meddelar, att åter isen i landbygden vickas från för dem nordliga fartyg och kan därför icke förnöjas genom kusten. — [813, 951, 1001, 1013]
rate-cell: lån mot säkerhet af obligationer, utländske — [1013, 1156, 1146, 1179]
paragraph: I Sverge kommer därtill: det nya systemet. Hvars nyhet består däri, att det uppger att skyddstullar, som vare betalt något så länge, att det lutrat af ert. — [17, 2244, 200, 2306]
paragraph: Enligt hr Melanders ritningar och förslag torde kyrkan att blifva en i en kalkad korskyrka i engelsk-gotisk stil, med storartade tornspiror och enkla korsarmar. — [813, 858, 1001, 921]
paragraph: Enligt platsens protektionistiska tidning »Lindesberge» beslöt man uppsätta, trycka och samla underskrifter på en till bevillningsutskottet och till andra instanser ställd petition, i hvars motivering framhålls bergsbrukets betryck och att denna näringsgren är i stort behof af statsmakternas medlankomst. — [1013, 58, 1195, 182]
rate-cell: 4½ pros. — [1167, 1156, 1190, 1179]
maskeradbal-text: i lördags afton var talrikt besökt, dock maskerna ännu ej lika förträffliga som under föregående år, men balen var ändock både mycket animerad och lyckad. — [412, 1547, 601, 1622]
ad-code: (809) — [17, 510, 44, 521]
issue-date: Torsdag 16 Februari — [670, 17, 874, 42]
paragraph: Sedan man funnit att det var tomt, sökte man genom en skyttelinie, som drog sig framåt ungefär en kvarts mil, att möjligen finna djuren i annat ide, en metod som slagit väl ut vid en kunglig jagt. — [813, 330, 1001, 404]
stadsfullmaktige-intro — [212, 1828, 400, 1865]
stadsfullmaktige-text: sammanträdde härstädes i går afton, hvarvid följande ärenden handlades: — [212, 1828, 400, 1865]
paragraph: I andra frågan: Hvarken den nuvarande eller framtida regeringen hafva något att förlora vid ett stadgande att de nuvarande tullarne förblifva orubbade så länge några rättigheter hos folkets representation åter till rätta. — [813, 85, 1001, 172]
paragraph: Genom svensk-norska generalkonsuln, i Leit i Storbrittanien, mr Anker Boditker och kommerskollegium har till Hernösands länsstyrelse aflåtits ett anmälan från Skottland att vissa partier fartyg, om inte fanns i uppgift upptagna fartyg, lastats med sill. — [613, 292, 801, 404]
paragraph: Ja, det är nog besvärligt för hrr protektionister att de 22 stockholmarne icke äro valde riksdagsman, utan inprocessade eller frisinnade representanter — men hurn obehagligt det än må vara för de nu maktegande, bör det dock icke förtigas utan tvärtom med all kraft och tydlighet framhållas. — [17, 1019, 200, 1143]
paragraph: Till Göteborg hade på tio veckor bröderna Klingenberg inkommit 1,739,399 kg spannmål under de sista veckorna och mycket mjöl. — [1013, 1506, 1195, 1556]
paragraph: Det är spänningen och hos följt de sedan samla sig på allt stora ansatsen i Folkets namn vore för mycket, när den ock ändå lämpligt vid Stockholm. — [212, 961, 400, 1023]
paragraph: Såsom sökande till ett ledigt vikariat vid Hernösands folkskola hade i går vid ansökningstidens utgång, anmält sig hos skolrådet följande: — [613, 98, 801, 160]
paragraph: Mötets resolutioner blefvo: — [623, 1684, 762, 1696]
rate-header: på lånen förut gällande — [1129, 1042, 1151, 1116]
rate-cell: 4 pros. — [1164, 1119, 1195, 1129]
paragraph: Förslaget kan måhända vara något att fundera på, men nog skulle skatten kunna användas bättre än till nationalteaterns eller, såsom hr Josephson föreslår. — [17, 722, 200, 785]
sextio-article — [412, 1625, 600, 1687]
